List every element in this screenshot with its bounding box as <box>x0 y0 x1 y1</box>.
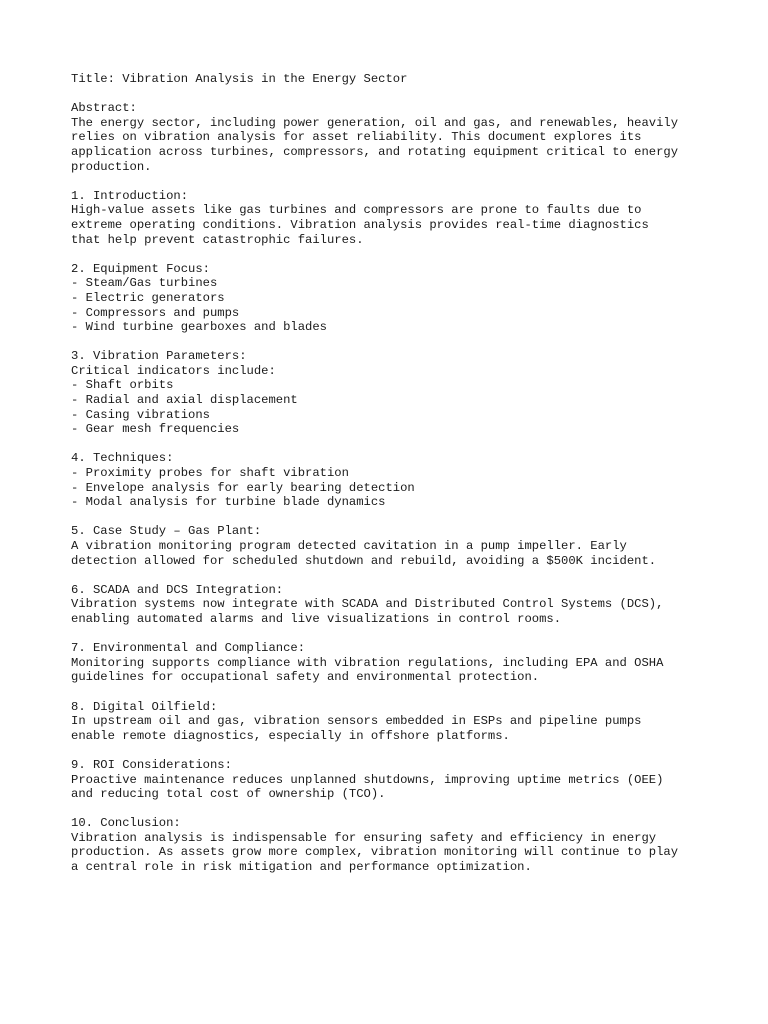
section-line: - Casing vibrations <box>71 407 210 422</box>
spacer <box>71 437 708 452</box>
section-heading: 1. Introduction: <box>71 188 189 203</box>
section-line: High-value assets like gas turbines and compressors are prone to faults due to <box>71 203 642 218</box>
section-heading: 3. Vibration Parameters: <box>71 349 247 364</box>
section-line: Vibration analysis is indispensable for ensuring safety and efficiency in energy <box>71 830 657 845</box>
section-line: - Radial and axial displacement <box>71 393 298 408</box>
spacer <box>71 802 708 817</box>
section-line: - Envelope analysis for early bearing detection <box>71 480 415 495</box>
section-heading: 4. Techniques: <box>71 451 174 466</box>
section-line: Critical indicators include: <box>71 363 276 378</box>
section-line: enable remote diagnostics, especially in offshore platforms. <box>71 728 510 743</box>
abstract-line: production. <box>71 159 152 174</box>
abstract-line: relies on vibration analysis for asset reliability. This document explores its <box>71 130 642 145</box>
abstract-line: application across turbines, compressors, and rotating equipment critical to energy <box>71 144 679 159</box>
section-8 <box>71 700 708 744</box>
spacer <box>71 87 708 102</box>
section-line: Monitoring supports compliance with vibration regulations, including EPA and OSHA <box>71 655 664 670</box>
spacer <box>71 568 708 583</box>
section-line: - Shaft orbits <box>71 378 174 393</box>
section-line: enabling automated alarms and live visualizations in control rooms. <box>71 611 562 626</box>
sections-container <box>71 174 708 875</box>
section-9 <box>71 758 708 802</box>
spacer <box>71 247 708 262</box>
abstract-line: The energy sector, including power generation, oil and gas, and renewables, heavily <box>71 115 679 130</box>
document-title: Title: Vibration Analysis in the Energy Sector <box>71 72 408 86</box>
section-3 <box>71 349 708 437</box>
spacer <box>71 510 708 525</box>
abstract-heading: Abstract: <box>71 101 137 116</box>
section-10 <box>71 816 708 874</box>
section-5 <box>71 524 708 568</box>
spacer <box>71 743 708 758</box>
section-line: In upstream oil and gas, vibration sensors embedded in ESPs and pipeline pumps <box>71 714 642 729</box>
section-1 <box>71 189 708 247</box>
section-line: - Gear mesh frequencies <box>71 422 240 437</box>
section-line: detection allowed for scheduled shutdown and rebuild, avoiding a $500K incident. <box>71 553 657 568</box>
section-line: - Steam/Gas turbines <box>71 276 218 291</box>
section-2 <box>71 262 708 335</box>
section-heading: 8. Digital Oilfield: <box>71 699 218 714</box>
spacer <box>71 627 708 642</box>
section-line: A vibration monitoring program detected cavitation in a pump impeller. Early <box>71 539 627 553</box>
section-7 <box>71 641 708 685</box>
spacer <box>71 174 708 189</box>
abstract-section <box>71 101 708 174</box>
section-line: production. As assets grow more complex, vibration monitoring will continue to play <box>71 845 679 860</box>
section-line: extreme operating conditions. Vibration analysis provides real-time diagnostics <box>71 217 649 232</box>
section-heading: 6. SCADA and DCS Integration: <box>71 582 284 597</box>
section-heading: 2. Equipment Focus: <box>71 261 210 276</box>
section-6 <box>71 583 708 627</box>
section-line: Proactive maintenance reduces unplanned shutdowns, improving uptime metrics (OEE) <box>71 772 664 787</box>
section-heading: 7. Environmental and Compliance: <box>71 641 306 656</box>
section-line: Vibration systems now integrate with SCADA and Distributed Control Systems (DCS), <box>71 597 664 612</box>
section-heading: 5. Case Study – Gas Plant: <box>71 524 262 539</box>
section-line: - Wind turbine gearboxes and blades <box>71 320 327 335</box>
section-line: - Compressors and pumps <box>71 305 240 320</box>
section-line: a central role in risk mitigation and performance optimization. <box>71 860 532 875</box>
section-heading: 10. Conclusion: <box>71 816 181 831</box>
section-line: and reducing total cost of ownership (TCO). <box>71 787 386 802</box>
spacer <box>71 335 708 350</box>
section-4 <box>71 451 708 509</box>
section-line: - Modal analysis for turbine blade dynamics <box>71 495 386 510</box>
spacer <box>71 685 708 700</box>
section-line: that help prevent catastrophic failures. <box>71 232 364 247</box>
section-line: guidelines for occupational safety and environmental protection. <box>71 670 540 685</box>
section-line: - Proximity probes for shaft vibration <box>71 466 349 481</box>
section-heading: 9. ROI Considerations: <box>71 757 232 772</box>
section-line: - Electric generators <box>71 290 225 305</box>
